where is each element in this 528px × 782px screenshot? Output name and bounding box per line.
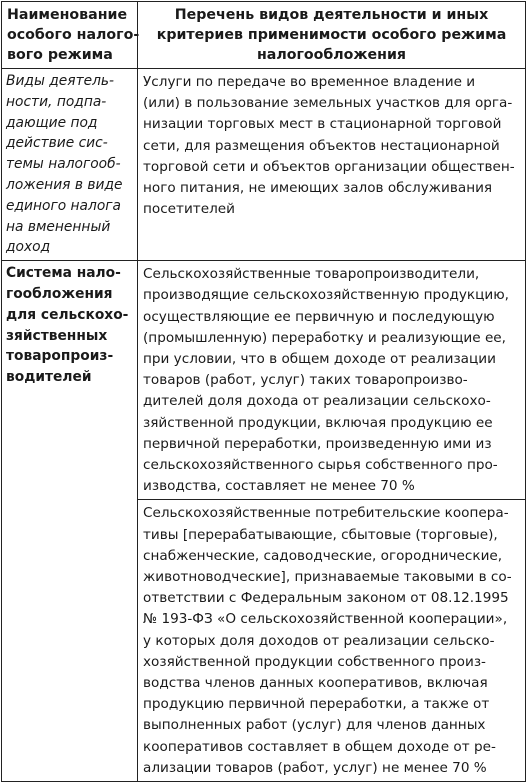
header-line: налогообложения [256,47,407,63]
name-line: ложения в виде [6,176,123,193]
text-line: сети, для размещения объектов нестационарной [143,137,500,154]
text-line: производящие сельскохозяйственную продукцию, [143,287,509,304]
table-row [2,261,526,500]
text-line: Сельскохозяйственные товаропроизводители, [143,266,480,283]
name-line: для сельскохо- [6,306,129,323]
header-line: Перечень видов деятельности и иных [174,7,489,23]
text-line: товаров (работ, услуг) таких товаропроизво- [143,372,468,389]
text-line: посетителей [143,201,235,218]
header-regime-name [2,2,138,69]
header-line: вого режима [7,47,113,63]
name-line: товаропроиз- [6,348,114,365]
text-line: при условии, что в общем доходе от реализации [143,350,496,367]
text-line: ответствии с Федеральным законом от 08.12.1995 [143,590,509,607]
header-line: Наименование [7,7,128,23]
text-line: (или) в пользование земельных участков для орга- [143,95,513,112]
name-line: дающие под [6,114,98,131]
text-line: сельскохозяйственного сырья собственного про- [143,457,498,473]
text-line: продукцию первичной переработки, а также от [143,696,490,713]
text-line: ного питания, не имеющих залов обслуживания [143,180,493,197]
name-line: зяйственных [6,327,108,344]
criteria-agricultural-cooperatives [138,500,526,782]
regime-name-agricultural [2,261,138,782]
text-line: изводства, составляет не менее 70 % [143,478,415,495]
name-line: единого налога [6,197,121,214]
text-line: Сельскохозяйственные потребительские коопера- [143,505,509,522]
text-line: (промышленную) переработку и реализующие ее, [143,329,506,346]
text-line: животноводческие], признаваемые таковыми в со- [143,569,512,586]
name-line: гообложения [6,285,113,302]
text-line: выполненных работ (услуг) для членов данных [143,717,486,734]
header-criteria-list [138,2,526,69]
regime-name-imputed-income [2,69,138,261]
criteria-agricultural-producers [138,261,526,500]
name-line: темы налогооб- [6,156,121,173]
tax-regimes-table [1,1,526,782]
header-line: критериев применимости особого режима [156,27,507,43]
name-line: доход [6,239,51,256]
name-line: ности, подпа- [6,93,107,110]
text-line: дителей доля дохода от реализации сельскохо- [143,393,491,410]
table-row [2,69,526,261]
name-line: Система нало- [6,265,121,282]
criteria-land-lease-services [138,69,526,261]
name-line: Виды деятель- [6,73,115,89]
name-line: на вмененный [6,218,111,235]
text-line: осуществляющие ее первичную и последующую [143,308,495,325]
text-line: № 193-ФЗ «О сельскохозяйственной кооперации», [143,611,508,628]
text-line: зяйственной продукции, включая продукцию ее [143,414,493,431]
text-line: Услуги по передаче во временное владение и [143,74,476,90]
text-line: тивы [перерабатывающие, сбытовые (торговые), [143,526,498,543]
header-line: особого налого- [7,27,140,43]
name-line: действие сис- [6,135,108,152]
text-line: хозяйственной продукции собственного произ- [143,653,486,670]
text-line: торговой сети и объектов организации обществен- [143,158,515,175]
text-line: первичной переработки, произведенную ими из [143,435,492,452]
text-line: у которых доля доходов от реализации сельско- [143,632,495,649]
table-header-row [2,2,526,69]
text-line: ализации товаров (работ, услуг) не менее 70 % [143,759,487,776]
text-line: водства членов данных кооперативов, включая [143,675,488,692]
text-line: снабженческие, садоводческие, огороднические, [143,547,503,564]
text-line: низации торговых мест в стационарной торговой [143,116,502,133]
text-line: кооперативов составляет в общем доходе от ре- [143,738,496,755]
name-line: водителей [6,369,92,386]
